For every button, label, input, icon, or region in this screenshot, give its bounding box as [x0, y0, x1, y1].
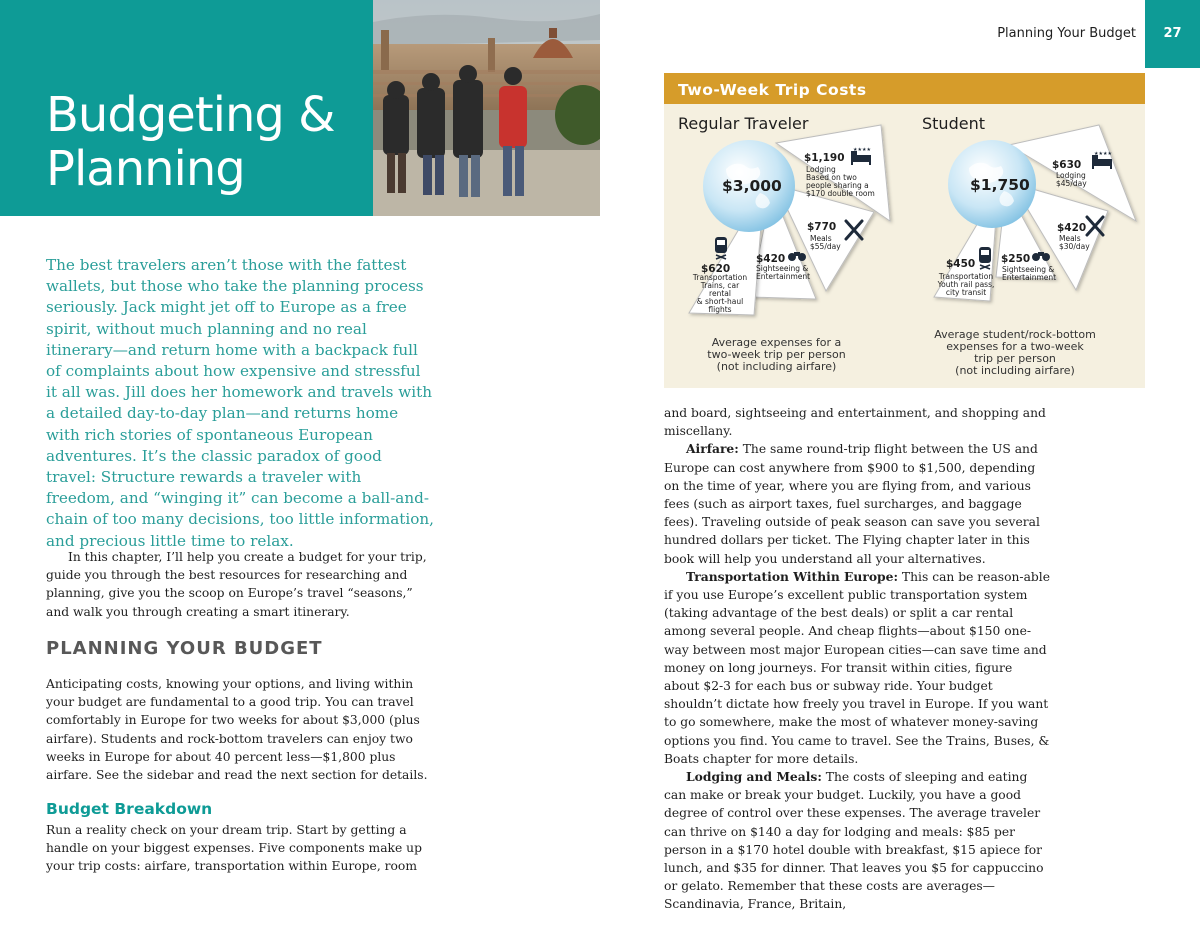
svg-text:★★★★: ★★★★ [1094, 151, 1112, 157]
continuation-paragraph: and board, sightseeing and entertainment, and shopping and miscellany. [664, 406, 1046, 439]
sidebar-title: Two-Week Trip Costs [678, 81, 867, 99]
transport-paragraph [664, 568, 1050, 768]
lodging-paragraph [664, 768, 1050, 914]
regular-lodging-desc: Lodging Based on two people sharing a $170 double room [806, 165, 875, 198]
airfare-paragraph [664, 440, 1050, 567]
section-heading: PLANNING YOUR BUDGET [46, 638, 323, 659]
regular-meals-desc: Meals $55/day [810, 234, 841, 251]
intro-paragraph: The best travelers aren’t those with the fattest wallets, but those who take the planning process seriously. Jack might jet off to Europe as a free spirit, without much planning and no real itinerary—and return home with a backpack full of complaints about how expensive and stressful it all was. Jill does her homework and travels with a detailed day-to-day plan—and returns home with rich stories of spontaneous European adventures. It’s the classic paradox of good travel: Structure rewards a traveler with freedom, and “winging it” can become a ball-and-chain of too many decisions, too little information, and precious little time to relax. [46, 256, 435, 550]
regular-meals-amount: $770 [807, 221, 837, 233]
student-sightseeing-amount: $250 [1001, 253, 1031, 265]
page-number: 27 [1163, 26, 1182, 41]
lodging-text: The costs of sleeping and eating can make or break your budget. Luckily, you have a good degree of control over these expenses. The average traveler can thrive on $140 a day for lodging and meals: $85 per person in a $170 hotel double with breakfast, $15 apiece for lunch, and $35 for dinner. That leaves you $5 for cappuccino or gelato. Remember that these costs are averages—Scandinavia, France, Britain, [664, 770, 1044, 912]
regular-lodging-amount: $1,190 [804, 152, 845, 164]
student-label: Student [922, 114, 985, 133]
breakdown-paragraph: Run a reality check on your dream trip. Start by getting a handle on your biggest expenses. Five components make up your trip costs: airfare, transportation within Europe, room [46, 823, 422, 874]
airfare-text: The same round-trip flight between the US and Europe can cost anywhere from $900 to $1,500, depending on the time of year, where you are flying from, and various fees (such as airport taxes, fuel surcharges, and baggage fees). Traveling outside of peak season can save you several hundred dollars per ticket. The Flying chapter later in this book will help you understand all your alternatives. [664, 442, 1040, 566]
student-total: $1,750 [970, 176, 1030, 194]
regular-sightseeing-desc: Sightseeing & Entertainment [756, 264, 811, 281]
transport-text: This can be reason-able if you use Europe’s excellent public transportation system (taking advantage of the best deals) or split a car rental among several people. And cheap flights—about $150 one-way between most major European cities—can save time and money on long journeys. For transit within cities, figure about $2-3 for each bus or subway ride. Your budget shouldn’t dictate how freely you travel in Europe. If you want to go somewhere, make the most of whatever money-saving options you find. You came to travel. See the Trains, Buses, & Boats chapter for more details. [664, 569, 1050, 766]
svg-text:★★★★: ★★★★ [853, 147, 871, 153]
student-transport-desc: Transportation Youth rail pass, city transit [937, 272, 995, 297]
regular-sightseeing-amount: $420 [756, 253, 786, 265]
sub-heading: Budget Breakdown [46, 800, 213, 818]
student-meals-desc: Meals $30/day [1059, 234, 1090, 251]
chapter-overview-paragraph: In this chapter, I’ll help you create a budget for your trip, guide you through the best resources for researching and planning, give you the scoop on Europe’s travel “seasons,” and walk you through creating a smart itinerary. [46, 550, 427, 619]
regular-transport-amount: $620 [701, 263, 731, 275]
airfare-lead: Airfare: [686, 441, 739, 457]
chapter-title-line-2: Planning [46, 141, 245, 197]
lodging-lead: Lodging and Meals: [686, 769, 822, 785]
chapter-title-line-1: Budgeting & [46, 87, 335, 143]
running-head: Planning Your Budget [997, 26, 1136, 41]
student-lodging-amount: $630 [1052, 159, 1082, 171]
student-meals-amount: $420 [1057, 222, 1087, 234]
chapter-title [46, 88, 335, 196]
right-column-text [664, 404, 1050, 914]
florence-photo [373, 0, 600, 216]
student-transport-amount: $450 [946, 258, 976, 270]
student-lodging-desc: Lodging $45/day [1056, 171, 1087, 188]
budget-intro-paragraph: Anticipating costs, knowing your options, and living within your budget are fundamental to a good trip. You can travel comfortably in Europe for two weeks for about $3,000 (plus airfare). Students and rock-bottom travelers can enjoy two weeks in Europe for about 40 percent less—$1,800 plus airfare. See the sidebar and read the next section for details. [46, 677, 428, 783]
regular-total: $3,000 [722, 177, 782, 195]
transport-lead: Transportation Within Europe: [686, 568, 899, 584]
student-sightseeing-desc: Sightseeing & Entertainment [1002, 265, 1057, 282]
student-caption: Average student/rock-bottom expenses for a two-week trip per person (not including airfare) [934, 328, 1096, 377]
regular-traveler-label: Regular Traveler [678, 114, 809, 133]
trip-costs-sidebar [664, 73, 1145, 388]
train-icon [715, 237, 727, 259]
regular-caption: Average expenses for a two-week trip per person (not including airfare) [707, 336, 846, 373]
regular-transport-desc: Transportation Trains, car rental & short-haul flights [692, 273, 748, 314]
